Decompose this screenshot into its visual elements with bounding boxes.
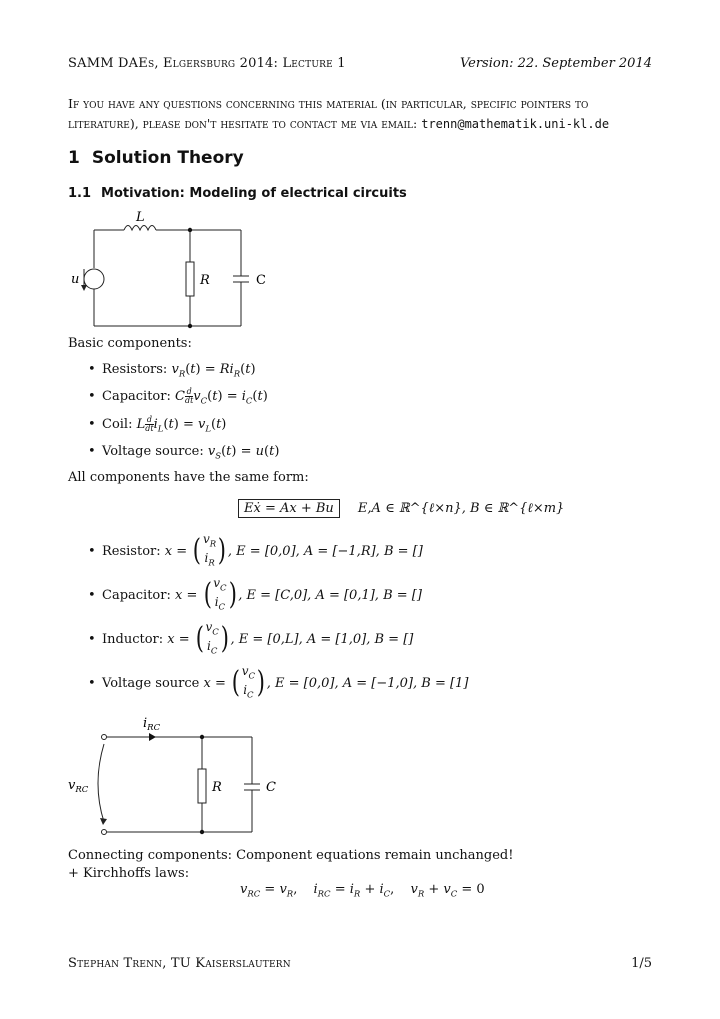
- dimension-statement: E,A ∈ ℝ^{ℓ×n}, B ∈ ℝ^{ℓ×m}: [357, 501, 565, 516]
- subsection-number: 1.1: [68, 186, 92, 201]
- list-item: • Coil: L $\frac{d}{dt}$ $i_L(t) = v_L(t)$: [88, 415, 227, 435]
- resistor-label: R: [200, 273, 210, 288]
- same-form-heading: All components have the same form:: [68, 470, 309, 485]
- component-form-inductor: • Inductor: x = ( $v_C$ $i_C$ ) , E = [0,L], A = [1,0], B = []: [88, 620, 414, 657]
- email-link[interactable]: trenn@mathematik.uni-kl.de: [421, 117, 610, 131]
- running-header-right: Version: 22. September 2014: [459, 56, 652, 71]
- section-number: 1: [68, 148, 80, 168]
- rlc-circuit-diagram: [60, 205, 280, 335]
- boxed-equation: Eẋ = Ax + Bu: [238, 499, 340, 518]
- intro-text: If you have any questions concerning this material (in particular, specific pointers to literature), please don't hesitate to contact me via email:: [68, 96, 589, 131]
- footer-author: Stephan Trenn, TU Kaiserslautern: [68, 956, 291, 971]
- source-label: u: [71, 272, 80, 287]
- current-label: $i_{RC}$: [143, 716, 161, 733]
- voltage-source-symbol: [84, 269, 104, 289]
- capacitor-label: C: [256, 273, 266, 288]
- list-item: • Voltage source: $v_S(t) = u(t)$: [88, 444, 280, 462]
- connecting-line-1: Connecting components: Component equations remain unchanged!: [68, 848, 514, 863]
- section-title: Solution Theory: [91, 148, 244, 168]
- component-form-resistor: • Resistor: x = ( $v_R$ $i_R$ ) , E = [0,0], A = [−1,R], B = []: [88, 532, 423, 569]
- section-heading: [68, 148, 244, 168]
- component-form-voltage-source: • Voltage source x = ( $v_C$ $i_C$ ) , E = [0,0], A = [−1,0], B = [1]: [88, 664, 469, 701]
- resistor-symbol: [186, 262, 194, 296]
- general-form-equation: [238, 500, 564, 516]
- subsection-heading: [68, 186, 407, 201]
- voltage-label: $v_{RC}$: [68, 778, 89, 795]
- intro-paragraph: [68, 94, 654, 134]
- coil-label: L: [136, 210, 145, 225]
- voltage-arrow: [98, 744, 104, 822]
- basic-components-heading: Basic components:: [68, 336, 192, 351]
- list-item: • Capacitor: C $\frac{d}{dt}$ $v_C(t) = i_C(t)$: [88, 387, 268, 407]
- current-arrow: [149, 733, 156, 741]
- kirchhoff-equations: $v_{RC} = v_R$, $i_{RC} = i_R + i_C$, $v_R + v_C = 0$: [240, 882, 485, 900]
- page-number: 1/5: [631, 956, 652, 971]
- component-form-capacitor: • Capacitor: x = ( $v_C$ $i_C$ ) , E = [C,0], A = [0,1], B = []: [88, 576, 422, 613]
- running-header-left: SAMM DAEs, Elgersburg 2014: Lecture 1: [68, 56, 346, 71]
- connecting-line-2: + Kirchhoffs laws:: [68, 866, 190, 881]
- resistor-symbol: [198, 769, 206, 803]
- capacitor-label: C: [266, 780, 276, 795]
- list-item: • Resistors: $v_R(t) = Ri_R(t)$: [88, 362, 256, 380]
- subsection-title: Motivation: Modeling of electrical circuits: [101, 186, 407, 201]
- coil-symbol: [124, 226, 156, 231]
- resistor-label: R: [212, 780, 222, 795]
- rc-circuit-diagram: [66, 712, 306, 842]
